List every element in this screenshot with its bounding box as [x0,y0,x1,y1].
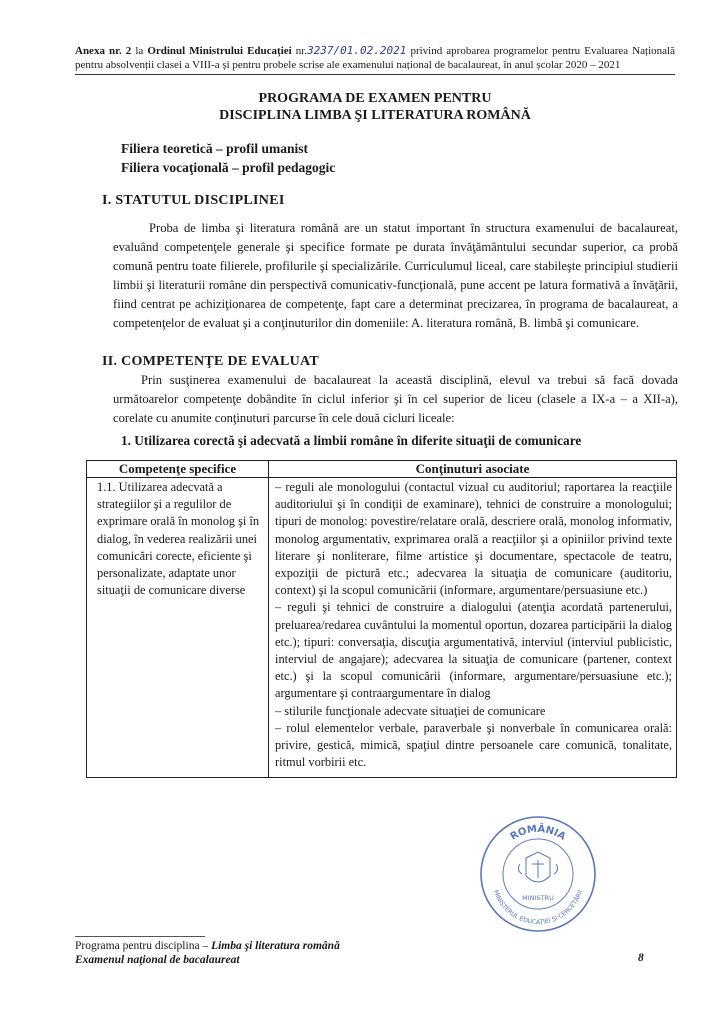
coat-of-arms-icon [518,852,557,882]
stamp-bottom-text: MINISTERUL EDUCAȚIEI ȘI CERCETĂRII [491,889,585,926]
associated-contents [269,478,677,778]
page-title-line1: PROGRAMA DE EXAMEN PENTRU [258,91,492,106]
competences-table [86,460,677,778]
statutul-text: Proba de limba şi literatura română are un statut important în structura examenului de bacalaureat, evaluând competenţele generale şi specifice formate pe durata învăţământului secundar superior, ca probă comună pentru toate filierele, profilurile şi specializările. Curriculumul liceal, care stabileşte principiul studierii limbii şi literaturii române din perspectivă comunicativ-funcţională, pune accent pe latura formativă a învăţării, fiind centrat pe achiziţionarea de competenţe, fapt care a determinat precizarea, în programa de bacalaureat, a competenţelor de evaluat şi a conţinuturilor din domeniile: A. literatura română, B. limbă şi comunicare. [113,221,678,330]
ministry-stamp [478,814,598,934]
table-row [87,478,677,778]
header-continuturi-asociate: Conţinuturi asociate [269,461,677,478]
stamp-top-text: ROMÂNIA [508,823,568,843]
order-label: Ordinul Ministrului Educației [147,45,292,57]
footer-line2: Examenul naţional de bacalaureat [75,954,240,966]
section-competente-paragraph [113,371,678,428]
page-number: 8 [638,952,644,964]
footer [75,939,340,967]
competence-subheading: 1. Utilizarea corectă şi adecvată a limbii române în diferite situaţii de comunicare [121,433,582,448]
document-header: Anexa nr. 2 la Ordinul Ministrului Educației nr.3237/01.02.2021 privind aprobarea programelor pentru Evaluarea Națională pentru absolvenții clasei a VIII-a și pentru probele scrise ale examenului național de bacalaureat, în anul școlar 2020 – 2021 [75,44,675,71]
stamp-center-text: MINISTRU [522,894,554,902]
footer-line1: Programa pentru disciplina – Limba şi literatura română [75,940,340,952]
table-header-row [87,461,677,478]
filiera-teoretica: Filiera teoretică – profil umanist [121,141,308,156]
svg-text:ROMÂNIA [509,822,568,843]
annex-label: Anexa nr. 2 [75,45,132,57]
content-elemente-verbale: – rolul elementelor verbale, paraverbale şi nonverbale în comunicarea orală: privire, gestică, mimică, spaţiul dintre persoanele care comunică, tonalitate, ritmul vorbirii etc. [275,720,672,770]
filiera-vocationala: Filiera vocaţională – profil pedagogic [121,160,336,175]
footer-divider [75,936,205,937]
content-monolog: – reguli ale monologului (contactul vizual cu auditoriul; raportarea la reacţiile auditoriului şi în condiţii de examinare), tehnici de construire a monologului; tipuri de monolog: povestire/relatare orală, descriere orală, monolog informativ, monolog argumentativ, exprimarea orală a reacţiilor şi a opiniilor privind texte literare şi nonliterare, filme artistice şi documentare, spectacole de teatru, expoziţii de pictură etc.; adecvarea la situaţia de comunicare (auditoriu, context) şi la scopul comunicării (informare, argumentare/persuasiune etc.) [275,480,672,598]
header-description: privind aprobarea programelor pentru Evaluarea Națională pentru absolvenții clasei a VIII-a și pentru probele scrise ale examenului național de bacalaureat, în anul școlar 2020 – 2021 [75,45,675,71]
competence-1-1: 1.1. Utilizarea adecvată a strategiilor şi a regulilor de exprimare orală în monolog şi în dialog, în vederea realizării unei comunicări corecte, eficiente şi personalizate, adaptate unor situaţii de comunicare diverse [87,478,269,778]
footer-discipline: Limba şi literatura română [211,940,340,952]
section-title-competente: II. COMPETENŢE DE EVALUAT [102,354,320,369]
competente-text: Prin susţinerea examenului de bacalaureat la această disciplină, elevul va trebui să facă dovada următoarelor competenţe dobândite în ciclul inferior şi în cel superior de liceu (clasele a IX-a – a XII-a), corelate cu anumite conţinuturi parcurse în cele două cicluri liceale: [113,373,678,425]
page-title-line2: DISCIPLINA LIMBA ŞI LITERATURA ROMÂNĂ [219,108,531,123]
content-stiluri: – stilurile funcţionale adecvate situaţiei de comunicare [275,703,546,718]
handwritten-order-number: 3237/01.02.2021 [307,44,407,57]
section-statutul-paragraph [113,219,678,333]
header-divider [75,74,675,75]
section-title-statutul: I. STATUTUL DISCIPLINEI [102,193,285,208]
header-competente-specifice: Competenţe specifice [87,461,269,478]
content-dialog: – reguli şi tehnici de construire a dialogului (atenţia acordată partenerului, preluarea/redarea cuvântului la momentul oportun, dozarea participării la dialog etc.); tipuri: conversaţia, discuţia argumentativă, interviul (interviul publicistic, interviul de angajare); adecvarea la situaţia de comunicare (partener, context etc.) şi la scopul comunicării (informare, argumentare/persuasiune etc.); argumentare şi contraargumentare în dialog [275,600,672,701]
